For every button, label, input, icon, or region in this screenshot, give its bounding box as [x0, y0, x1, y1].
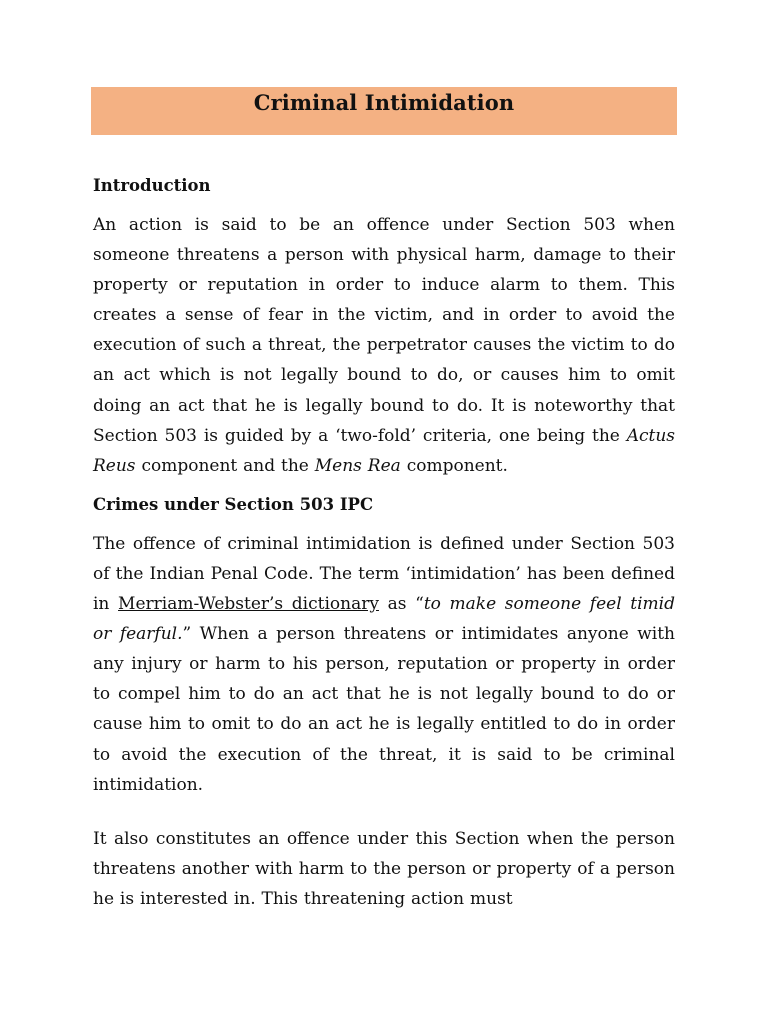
intro-text-1: An action is said to be an offence under Section 503 when someone threatens a person with physical harm, damage to their property or reputation in order to induce alarm to them. This creates a sense of fear in the victim, and in order to avoid the execution of such a threat, the perpetrator causes the victim to do an act which is not legally bound to do, or causes him to omit doing an act that he is legally bound to do. It is noteworthy that Section 503 is guided by a ‘two-fold’ criteria, one being the	[93, 215, 675, 446]
dictionary-link[interactable]: Merriam-Webster’s dictionary	[118, 594, 379, 615]
intro-text-3: component.	[400, 455, 508, 476]
document-body	[93, 172, 675, 914]
crimes-text-2: as “	[378, 594, 424, 615]
crimes-text-3: ” When a person threatens or intimidates anyone with any injury or harm to his person, reputation or property in order to compel him to do an act that he is not legally bound to do or cause him to omit to do an act he is legally entitled to do in order to avoid the execution of the threat, it is said to be criminal intimidation.	[93, 624, 675, 795]
crimes-text-1: The offence of criminal intimidation is defined under Section 503 of the Indian Penal Code. The term ‘intimidation’ has been defined in	[93, 533, 675, 615]
intro-text-2: component and the	[135, 455, 315, 476]
interest-paragraph: It also constitutes an offence under this Section when the person threatens another with harm to the person or property of a person he is interested in. This threatening action must	[93, 828, 675, 909]
crimes-section-heading: Crimes under Section 503 IPC	[93, 494, 374, 514]
introduction-heading: Introduction	[93, 176, 211, 195]
introduction-paragraph	[93, 210, 675, 481]
document-title: Criminal Intimidation	[253, 90, 515, 115]
crimes-paragraph	[93, 529, 675, 800]
definition-quote: to make someone feel timid or fearful.	[93, 594, 675, 645]
mens-rea-term: Mens Rea	[314, 455, 401, 476]
title-banner	[91, 87, 677, 135]
actus-reus-term: Actus Reus	[93, 425, 675, 476]
